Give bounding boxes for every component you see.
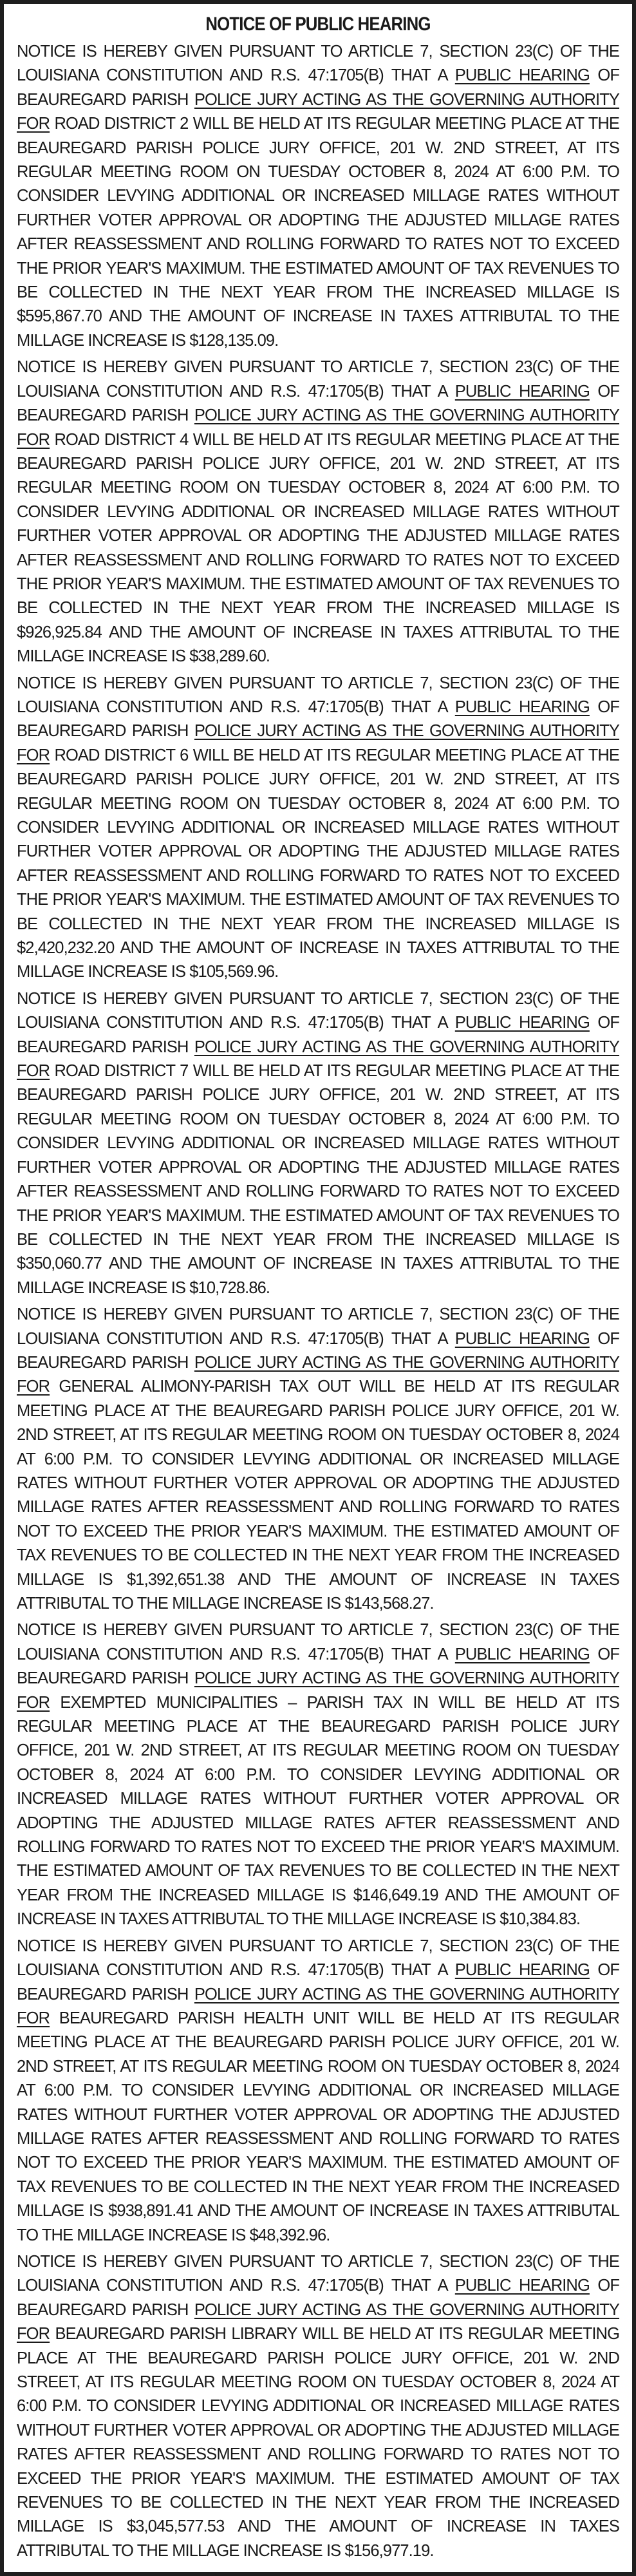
notice-entity: GENERAL ALIMONY-PARISH TAX OUT <box>59 1378 350 1396</box>
notice-intro: NOTICE IS HEREBY GIVEN PURSUANT TO ARTICLE 7, SECTION 23(C) OF THE LOUISIANA CONSTITUTION AND R.S. 47:1705(B) THAT A <box>17 989 619 1032</box>
notice-page <box>4 4 632 2563</box>
notice-intro: NOTICE IS HEREBY GIVEN PURSUANT TO ARTICLE 7, SECTION 23(C) OF THE LOUISIANA CONSTITUTION AND R.S. 47:1705(B) THAT A <box>17 2252 619 2295</box>
estimated-revenue: $926,925.84 <box>17 623 102 641</box>
public-hearing-phrase: PUBLIC HEARING <box>454 1961 590 1980</box>
notice-increase-text: AND THE AMOUNT OF INCREASE IN TAXES ATTRIBUTAL TO THE MILLAGE INCREASE IS <box>17 1255 619 1297</box>
notice-entity: BEAUREGARD PARISH LIBRARY <box>55 2325 297 2344</box>
notice-of-parish: OF BEAUREGARD PARISH <box>17 382 620 425</box>
notice-location: WILL BE HELD AT ITS REGULAR MEETING PLACE AT THE BEAUREGARD PARISH POLICE JURY OFFICE, 201 W. 2ND STREET, AT ITS REGULAR MEETING ROOM ON TUESDAY OCTOBER 8, 2024 AT 6:00 P.M. TO CONSIDER LEVYING ADDITIONAL OR INCREASED MILLAGE RATES WITHOUT FURTHER VOTER APPROVAL OR ADOPTING THE ADJUSTED MILLAGE RATES AFTER REASSESSMENT AND ROLLING FORWARD TO RATES NOT TO EXCEED THE PRIOR YEAR'S MAXIMUM. THE ESTIMATED AMOUNT OF TAX REVENUES TO BE COLLECTED IN THE NEXT YEAR FROM THE INCREASED MILLAGE IS <box>17 746 619 933</box>
notice-paragraph <box>17 2250 619 2563</box>
notice-increase-text: AND THE AMOUNT OF INCREASE IN TAXES ATTRIBUTAL TO THE MILLAGE INCREASE IS <box>17 623 619 666</box>
increase-amount: $10,384.83. <box>500 1910 581 1929</box>
notice-paragraph <box>17 355 619 668</box>
notice-intro: NOTICE IS HEREBY GIVEN PURSUANT TO ARTICLE 7, SECTION 23(C) OF THE LOUISIANA CONSTITUTION AND R.S. 47:1705(B) THAT A <box>17 1937 619 1980</box>
notice-paragraph <box>17 672 619 985</box>
increase-amount: $143,568.27. <box>344 1595 434 1613</box>
notice-location: WILL BE HELD AT ITS REGULAR MEETING PLACE AT THE BEAUREGARD PARISH POLICE JURY OFFICE, 201 W. 2ND STREET, AT ITS REGULAR MEETING ROOM ON TUESDAY OCTOBER 8, 2024 AT 6:00 P.M. TO CONSIDER LEVYING ADDITIONAL OR INCREASED MILLAGE RATES WITHOUT FURTHER VOTER APPROVAL OR ADOPTING THE ADJUSTED MILLAGE RATES AFTER REASSESSMENT AND ROLLING FORWARD TO RATES NOT TO EXCEED THE PRIOR YEAR'S MAXIMUM. THE ESTIMATED AMOUNT OF TAX REVENUES TO BE COLLECTED IN THE NEXT YEAR FROM THE INCREASED MILLAGE IS <box>17 1062 619 1249</box>
estimated-revenue: $146,649.19 <box>353 1886 438 1904</box>
notice-location: WILL BE HELD AT ITS REGULAR MEETING PLACE AT THE BEAUREGARD PARISH POLICE JURY OFFICE, 201 W. 2ND STREET, AT ITS REGULAR MEETING ROOM ON TUESDAY OCTOBER 8, 2024 AT 6:00 P.M. TO CONSIDER LEVYING ADDITIONAL OR INCREASED MILLAGE RATES WITHOUT FURTHER VOTER APPROVAL OR ADOPTING THE ADJUSTED MILLAGE RATES AFTER REASSESSMENT AND ROLLING FORWARD TO RATES NOT TO EXCEED THE PRIOR YEAR'S MAXIMUM. THE ESTIMATED AMOUNT OF TAX REVENUES TO BE COLLECTED IN THE NEXT YEAR FROM THE INCREASED MILLAGE IS <box>17 1693 620 1904</box>
increase-amount: $48,392.96. <box>249 2226 330 2244</box>
notice-location: WILL BE HELD AT ITS REGULAR MEETING PLACE AT THE BEAUREGARD PARISH POLICE JURY OFFICE, 201 W. 2ND STREET, AT ITS REGULAR MEETING ROOM ON TUESDAY OCTOBER 8, 2024 AT 6:00 P.M. TO CONSIDER LEVYING ADDITIONAL OR INCREASED MILLAGE RATES WITHOUT FURTHER VOTER APPROVAL OR ADOPTING THE ADJUSTED MILLAGE RATES AFTER REASSESSMENT AND ROLLING FORWARD TO RATES NOT TO EXCEED THE PRIOR YEAR'S MAXIMUM. THE ESTIMATED AMOUNT OF TAX REVENUES TO BE COLLECTED IN THE NEXT YEAR FROM THE INCREASED MILLAGE IS <box>17 430 619 618</box>
governing-authority-phrase: POLICE JURY ACTING AS THE GOVERNING AUTHORITY FOR <box>17 1353 619 1396</box>
page-title: NOTICE OF PUBLIC HEARING <box>205 14 431 35</box>
notice-of-parish: OF BEAUREGARD PARISH <box>17 1961 620 2003</box>
public-hearing-phrase: PUBLIC HEARING <box>454 1014 590 1032</box>
notice-paragraph <box>17 987 619 1300</box>
notice-increase-text: AND THE AMOUNT OF INCREASE IN TAXES ATTRIBUTAL TO THE MILLAGE INCREASE IS <box>17 2517 619 2560</box>
notice-of-parish: OF BEAUREGARD PARISH <box>17 697 620 741</box>
notice-increase-text: AND THE AMOUNT OF INCREASE IN TAXES ATTRIBUTAL TO THE MILLAGE INCREASE IS <box>17 307 619 350</box>
estimated-revenue: $3,045,577.53 <box>127 2517 225 2536</box>
notice-entity: ROAD DISTRICT 4 <box>54 430 189 449</box>
notice-increase-text: AND THE AMOUNT OF INCREASE IN TAXES ATTRIBUTAL TO THE MILLAGE INCREASE IS <box>17 1886 619 1929</box>
notice-intro: NOTICE IS HEREBY GIVEN PURSUANT TO ARTICLE 7, SECTION 23(C) OF THE LOUISIANA CONSTITUTION AND R.S. 47:1705(B) THAT A <box>17 43 619 85</box>
notice-paragraph <box>17 1303 619 1616</box>
notice-location: WILL BE HELD AT ITS REGULAR MEETING PLACE AT THE BEAUREGARD PARISH POLICE JURY OFFICE, 201 W. 2ND STREET, AT ITS REGULAR MEETING ROOM ON TUESDAY OCTOBER 8, 2024 AT 6:00 P.M. TO CONSIDER LEVYING ADDITIONAL OR INCREASED MILLAGE RATES WITHOUT FURTHER VOTER APPROVAL OR ADOPTING THE ADJUSTED MILLAGE RATES AFTER REASSESSMENT AND ROLLING FORWARD TO RATES NOT TO EXCEED THE PRIOR YEAR'S MAXIMUM. THE ESTIMATED AMOUNT OF TAX REVENUES TO BE COLLECTED IN THE NEXT YEAR FROM THE INCREASED MILLAGE IS <box>17 2009 620 2221</box>
notices-list <box>17 40 619 2563</box>
estimated-revenue: $1,392,651.38 <box>127 1570 225 1589</box>
notice-paragraph <box>17 1618 619 1931</box>
governing-authority-phrase: POLICE JURY ACTING AS THE GOVERNING AUTHORITY FOR <box>17 722 619 764</box>
public-hearing-phrase: PUBLIC HEARING <box>454 697 590 716</box>
estimated-revenue: $938,891.41 <box>108 2202 194 2221</box>
notice-of-parish: OF BEAUREGARD PARISH <box>17 1014 620 1056</box>
notice-of-parish: OF BEAUREGARD PARISH <box>17 1645 620 1688</box>
public-hearing-phrase: PUBLIC HEARING <box>454 66 590 85</box>
notice-of-parish: OF BEAUREGARD PARISH <box>17 1329 620 1372</box>
public-hearing-phrase: PUBLIC HEARING <box>454 2277 590 2295</box>
notice-paragraph <box>17 40 619 353</box>
notice-entity: ROAD DISTRICT 6 <box>54 746 189 764</box>
increase-amount: $156,977.19. <box>344 2541 434 2560</box>
increase-amount: $105,569.96. <box>189 963 279 981</box>
public-hearing-phrase: PUBLIC HEARING <box>454 1645 590 1663</box>
notice-intro: NOTICE IS HEREBY GIVEN PURSUANT TO ARTICLE 7, SECTION 23(C) OF THE LOUISIANA CONSTITUTION AND R.S. 47:1705(B) THAT A <box>17 1305 619 1348</box>
governing-authority-phrase: POLICE JURY ACTING AS THE GOVERNING AUTHORITY FOR <box>17 90 619 133</box>
document-frame <box>4 4 632 2572</box>
notice-increase-text: AND THE AMOUNT OF INCREASE IN TAXES ATTRIBUTAL TO THE MILLAGE INCREASE IS <box>17 2202 620 2244</box>
increase-amount: $38,289.60. <box>189 647 270 666</box>
governing-authority-phrase: POLICE JURY ACTING AS THE GOVERNING AUTHORITY FOR <box>17 2300 619 2344</box>
notice-location: WILL BE HELD AT ITS REGULAR MEETING PLACE AT THE BEAUREGARD PARISH POLICE JURY OFFICE, 201 W. 2ND STREET, AT ITS REGULAR MEETING ROOM ON TUESDAY OCTOBER 8, 2024 AT 6:00 P.M. TO CONSIDER LEVYING ADDITIONAL OR INCREASED MILLAGE RATES WITHOUT FURTHER VOTER APPROVAL OR ADOPTING THE ADJUSTED MILLAGE RATES AFTER REASSESSMENT AND ROLLING FORWARD TO RATES NOT TO EXCEED THE PRIOR YEAR'S MAXIMUM. THE ESTIMATED AMOUNT OF TAX REVENUES TO BE COLLECTED IN THE NEXT YEAR FROM THE INCREASED MILLAGE IS <box>17 115 619 302</box>
notice-location: WILL BE HELD AT ITS REGULAR MEETING PLACE AT THE BEAUREGARD PARISH POLICE JURY OFFICE, 201 W. 2ND STREET, AT ITS REGULAR MEETING ROOM ON TUESDAY OCTOBER 8, 2024 AT 6:00 P.M. TO CONSIDER LEVYING ADDITIONAL OR INCREASED MILLAGE RATES WITHOUT FURTHER VOTER APPROVAL OR ADOPTING THE ADJUSTED MILLAGE RATES AFTER REASSESSMENT AND ROLLING FORWARD TO RATES NOT TO EXCEED THE PRIOR YEAR'S MAXIMUM. THE ESTIMATED AMOUNT OF TAX REVENUES TO BE COLLECTED IN THE NEXT YEAR FROM THE INCREASED MILLAGE IS <box>17 1378 619 1589</box>
governing-authority-phrase: POLICE JURY ACTING AS THE GOVERNING AUTHORITY FOR <box>17 1985 619 2027</box>
notice-intro: NOTICE IS HEREBY GIVEN PURSUANT TO ARTICLE 7, SECTION 23(C) OF THE LOUISIANA CONSTITUTION AND R.S. 47:1705(B) THAT A <box>17 358 619 401</box>
notice-location: WILL BE HELD AT ITS REGULAR MEETING PLACE AT THE BEAUREGARD PARISH POLICE JURY OFFICE, 201 W. 2ND STREET, AT ITS REGULAR MEETING ROOM ON TUESDAY OCTOBER 8, 2024 AT 6:00 P.M. TO CONSIDER LEVYING ADDITIONAL OR INCREASED MILLAGE RATES WITHOUT FURTHER VOTER APPROVAL OR ADOPTING THE ADJUSTED MILLAGE RATES AFTER REASSESSMENT AND ROLLING FORWARD TO RATES NOT TO EXCEED THE PRIOR YEAR'S MAXIMUM. THE ESTIMATED AMOUNT OF TAX REVENUES TO BE COLLECTED IN THE NEXT YEAR FROM THE INCREASED MILLAGE IS <box>17 2325 620 2536</box>
notice-entity: ROAD DISTRICT 2 <box>54 115 189 133</box>
increase-amount: $128,135.09. <box>189 331 279 350</box>
notice-entity: BEAUREGARD PARISH HEALTH UNIT <box>59 2009 349 2027</box>
estimated-revenue: $2,420,232.20 <box>17 939 115 958</box>
governing-authority-phrase: POLICE JURY ACTING AS THE GOVERNING AUTHORITY FOR <box>17 406 619 449</box>
governing-authority-phrase: POLICE JURY ACTING AS THE GOVERNING AUTHORITY FOR <box>17 1037 619 1081</box>
public-hearing-phrase: PUBLIC HEARING <box>454 382 590 401</box>
notice-entity: ROAD DISTRICT 7 <box>54 1062 189 1081</box>
notice-entity: EXEMPTED MUNICIPALITIES – PARISH TAX IN <box>60 1693 429 1712</box>
estimated-revenue: $350,060.77 <box>17 1255 102 1273</box>
increase-amount: $10,728.86. <box>189 1278 270 1297</box>
notice-of-parish: OF BEAUREGARD PARISH <box>17 2277 620 2319</box>
public-hearing-phrase: PUBLIC HEARING <box>454 1329 590 1348</box>
notice-intro: NOTICE IS HEREBY GIVEN PURSUANT TO ARTICLE 7, SECTION 23(C) OF THE LOUISIANA CONSTITUTION AND R.S. 47:1705(B) THAT A <box>17 674 619 716</box>
notice-paragraph <box>17 1935 619 2248</box>
notice-intro: NOTICE IS HEREBY GIVEN PURSUANT TO ARTICLE 7, SECTION 23(C) OF THE LOUISIANA CONSTITUTION AND R.S. 47:1705(B) THAT A <box>17 1621 619 1663</box>
notice-increase-text: AND THE AMOUNT OF INCREASE IN TAXES ATTRIBUTAL TO THE MILLAGE INCREASE IS <box>17 1570 619 1613</box>
estimated-revenue: $595,867.70 <box>17 307 102 326</box>
notice-of-parish: OF BEAUREGARD PARISH <box>17 66 620 109</box>
governing-authority-phrase: POLICE JURY ACTING AS THE GOVERNING AUTHORITY FOR <box>17 1669 619 1712</box>
notice-increase-text: AND THE AMOUNT OF INCREASE IN TAXES ATTRIBUTAL TO THE MILLAGE INCREASE IS <box>17 939 620 981</box>
